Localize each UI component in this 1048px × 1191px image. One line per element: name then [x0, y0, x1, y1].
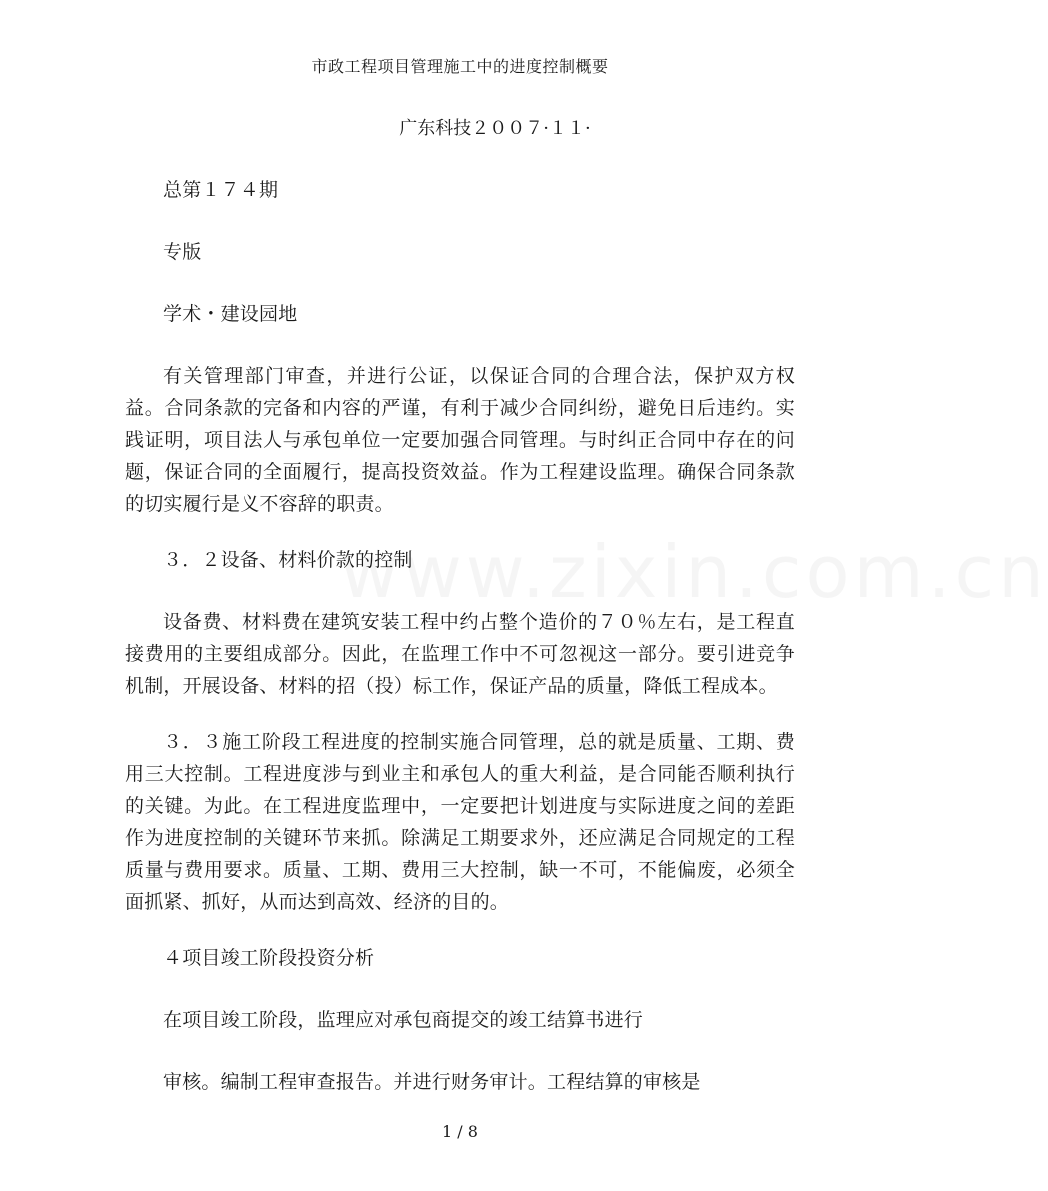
journal-line: 广东科技２００７·１１·: [399, 118, 591, 139]
edition-line: 专版: [163, 241, 202, 263]
document-header: 市政工程项目管理施工中的进度控制概要: [311, 57, 609, 76]
issue-line: 总第１７４期: [163, 179, 279, 201]
paragraph-completion-2: 审核。编制工程审查报告。并进行财务审计。工程结算的审核是: [163, 1071, 701, 1093]
paragraph-section-3-3: ３．３施工阶段工程进度的控制实施合同管理，总的就是质量、工期、费用三大控制。工程进度涉与到业主和承包人的重大利益，是合同能否顺利执行的关键。为此。在工程进度监理中，一定要把计划进度与实际进度之间的差距作为进度控制的关键环节来抓。除满足工期要求外，还应满足合同规定的工程质量与费用要求。质量、工期、费用三大控制，缺一不可，不能偏废，必须全面抓紧、抓好，从而达到高效、经济的目的。: [125, 731, 795, 913]
section-heading-3-2: ３．２设备、材料价款的控制: [163, 549, 413, 571]
paragraph-completion-1: 在项目竣工阶段，监理应对承包商提交的竣工结算书进行: [163, 1009, 644, 1031]
page-number: 1 / 8: [442, 1122, 478, 1141]
watermark-text: www.zixin.com.cn: [340, 530, 1048, 614]
document-body: [125, 114, 795, 1128]
paragraph-contract-review: 有关管理部门审查，并进行公证，以保证合同的合理合法，保护双方权益。合同条款的完备和内容的严谨，有利于减少合同纠纷，避免日后违约。实践证明，项目法人与承包单位一定要加强合同管理。与时纠正合同中存在的问题，保证合同的全面履行，提高投资效益。作为工程建设监理。确保合同条款的切实履行是义不容辞的职责。: [125, 365, 795, 515]
paragraph-materials: 设备费、材料费在建筑安装工程中约占整个造价的７０％左右，是工程直接费用的主要组成部分。因此，在监理工作中不可忽视这一部分。要引进竞争机制，开展设备、材料的招（投）标工作，保证产品的质量，降低工程成本。: [125, 611, 795, 697]
column-line: 学术・建设园地: [163, 303, 298, 325]
section-heading-4: ４项目竣工阶段投资分析: [163, 947, 375, 969]
